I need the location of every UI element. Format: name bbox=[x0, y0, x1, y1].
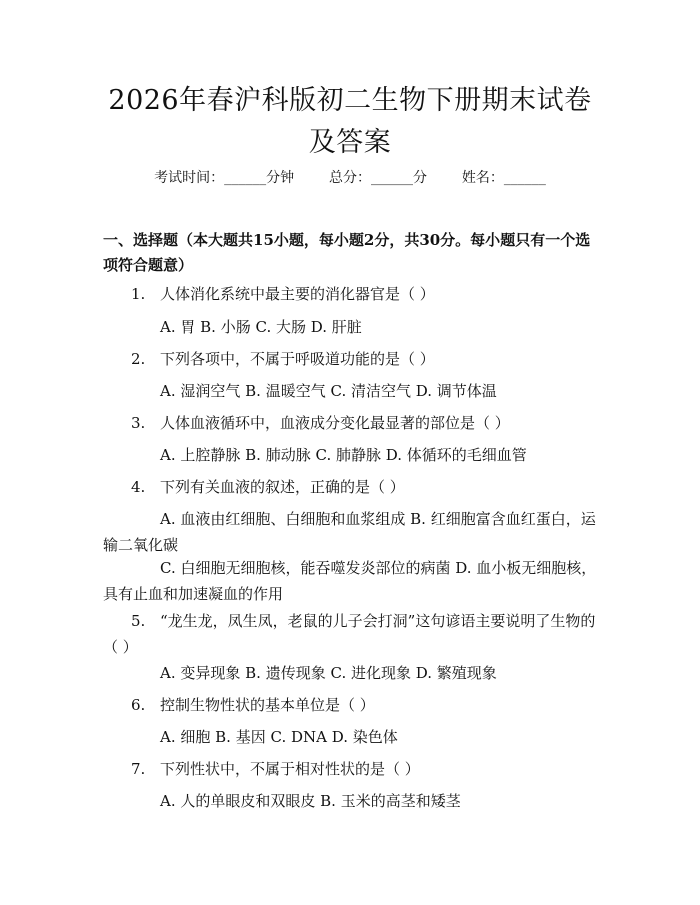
option-b: B. 基因 bbox=[215, 728, 266, 746]
name-blank: ______ bbox=[503, 170, 546, 186]
option-c: C. 清洁空气 bbox=[330, 382, 411, 400]
question-text: 人体血液循环中，血液成分变化最显著的部位是（ ） bbox=[160, 414, 510, 432]
time-label: 考试时间： bbox=[154, 170, 225, 186]
option-d: D. 染色体 bbox=[331, 728, 398, 746]
question-1 bbox=[103, 281, 600, 307]
question-number: 4. bbox=[131, 478, 146, 496]
option-a: A. 变异现象 bbox=[160, 664, 241, 682]
option-c: C. 肺静脉 bbox=[315, 446, 381, 464]
score-label: 总分： bbox=[329, 170, 371, 186]
score-blank: ______ bbox=[371, 170, 413, 186]
name-label: 姓名： bbox=[461, 170, 504, 186]
exam-meta bbox=[0, 168, 700, 188]
question-3 bbox=[103, 410, 600, 436]
question-number: 3. bbox=[131, 414, 146, 432]
option-b: B. 肺动脉 bbox=[245, 446, 311, 464]
option-a: A. 胃 bbox=[160, 318, 196, 336]
time-unit: 分钟 bbox=[266, 170, 295, 186]
question-7-options bbox=[103, 788, 600, 814]
question-number: 1. bbox=[131, 285, 146, 303]
question-number: 6. bbox=[131, 696, 146, 714]
question-1-options bbox=[103, 314, 600, 340]
question-2-options bbox=[103, 378, 600, 404]
question-7 bbox=[103, 756, 600, 782]
question-3-options bbox=[103, 442, 600, 468]
option-b: B. 遗传现象 bbox=[245, 664, 326, 682]
section-heading: 一、选择题（本大题共15小题，每小题2分，共30分。每小题只有一个选项符合题意） bbox=[103, 231, 591, 274]
option-a: A. 上腔静脉 bbox=[160, 446, 241, 464]
option-d: D. 繁殖现象 bbox=[415, 664, 497, 682]
option-d: D. 体循环的毛细血管 bbox=[385, 446, 527, 464]
question-number: 5. bbox=[131, 612, 146, 630]
question-number: 7. bbox=[131, 760, 146, 778]
option-c: C. 大肠 bbox=[255, 318, 306, 336]
question-4-options-cd: C. 白细胞无细胞核，能吞噬发炎部位的病菌 D. 血小板无细胞核，具有止血和加速凝血的作用 bbox=[103, 559, 597, 603]
question-5-options bbox=[103, 660, 600, 686]
question-text: 人体消化系统中最主要的消化器官是（ ） bbox=[160, 285, 435, 303]
question-text: 下列各项中，不属于呼吸道功能的是（ ） bbox=[160, 350, 435, 368]
question-6 bbox=[103, 692, 600, 718]
question-text: 下列有关血液的叙述，正确的是（ ） bbox=[160, 478, 405, 496]
question-number: 2. bbox=[131, 350, 146, 368]
option-c: C. DNA bbox=[270, 728, 327, 746]
option-a: A. 细胞 bbox=[160, 728, 211, 746]
question-4-options-ab: A. 血液由红细胞、白细胞和血浆组成 B. 红细胞富含血红蛋白，运输二氧化碳 bbox=[103, 510, 596, 554]
question-text: 控制生物性状的基本单位是（ ） bbox=[160, 696, 375, 714]
option-b: B. 玉米的高茎和矮茎 bbox=[320, 792, 461, 810]
option-c: C. 进化现象 bbox=[330, 664, 411, 682]
question-6-options bbox=[103, 724, 600, 750]
question-4 bbox=[103, 474, 600, 500]
question-5 bbox=[103, 608, 600, 660]
option-a: A. 湿润空气 bbox=[160, 382, 241, 400]
option-a: A. 人的单眼皮和双眼皮 bbox=[160, 792, 316, 810]
score-unit: 分 bbox=[413, 170, 427, 186]
option-d: D. 调节体温 bbox=[415, 382, 497, 400]
question-text: 下列性状中，不属于相对性状的是（ ） bbox=[160, 760, 420, 778]
question-text: “龙生龙，凤生凤，老鼠的儿子会打洞”这句谚语主要说明了生物的（ ） bbox=[103, 612, 596, 656]
time-blank: ______ bbox=[224, 170, 267, 186]
page-title: 2026年春沪科版初二生物下册期末试卷及答案 bbox=[108, 85, 592, 158]
question-2 bbox=[103, 346, 600, 372]
option-d: D. 肝脏 bbox=[310, 318, 362, 336]
option-b: B. 温暖空气 bbox=[245, 382, 326, 400]
option-b: B. 小肠 bbox=[200, 318, 251, 336]
